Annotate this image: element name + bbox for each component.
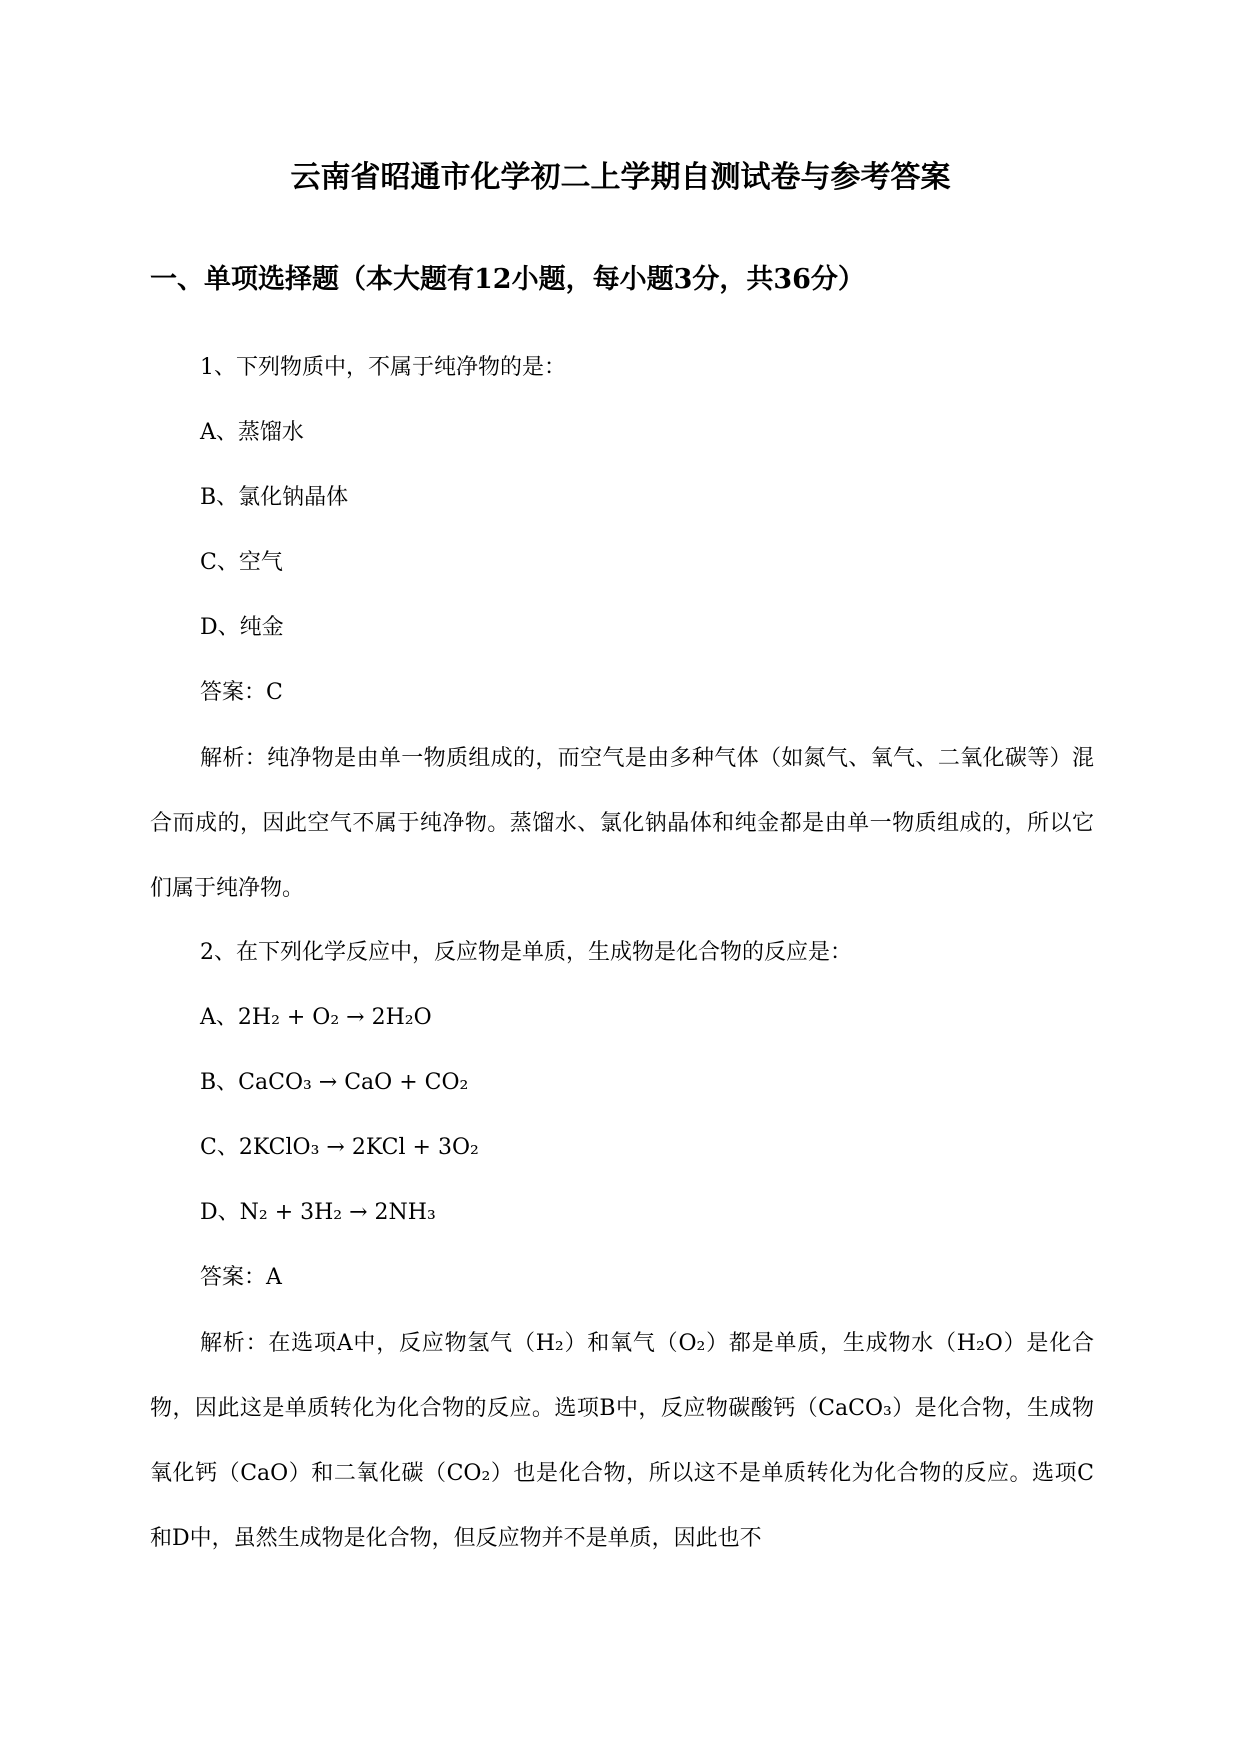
question-1-analysis: 解析：纯净物是由单一物质组成的，而空气是由多种气体（如氮气、氧气、二氧化碳等）混合而成的，因此空气不属于纯净物。蒸馏水、氯化钠晶体和纯金都是由单一物质组成的，所以它们属于纯净物。 — [150, 746, 1094, 901]
section-heading: 一、单项选择题（本大题有12小题，每小题3分，共36分） — [150, 264, 865, 295]
question-2-option-b: B、CaCO₃ → CaO + CO₂ — [200, 1070, 469, 1095]
question-1-stem: 1、下列物质中，不属于纯净物的是： — [200, 355, 566, 380]
document-title: 云南省昭通市化学初二上学期自测试卷与参考答案 — [290, 160, 951, 195]
question-1-option-d: D、纯金 — [200, 615, 284, 640]
question-1-answer: 答案：C — [200, 680, 283, 705]
question-2-option-d: D、N₂ + 3H₂ → 2NH₃ — [200, 1200, 436, 1225]
question-2-option-a: A、2H₂ + O₂ → 2H₂O — [200, 1005, 432, 1030]
question-1-option-b: B、氯化钠晶体 — [200, 485, 349, 510]
question-2-option-c: C、2KClO₃ → 2KCl + 3O₂ — [200, 1135, 479, 1160]
question-2-analysis: 解析：在选项A中，反应物氢气（H₂）和氧气（O₂）都是单质，生成物水（H₂O）是化合物，因此这是单质转化为化合物的反应。选项B中，反应物碳酸钙（CaCO₃）是化合物，生成物氧化钙（CaO）和二氧化碳（CO₂）也是化合物，所以这不是单质转化为化合物的反应。选项C和D中，虽然生成物是化合物，但反应物并不是单质，因此也不 — [150, 1331, 1094, 1551]
question-2-answer: 答案：A — [200, 1265, 282, 1290]
question-1-option-a: A、蒸馏水 — [200, 420, 304, 445]
question-1-option-c: C、空气 — [200, 550, 283, 575]
question-2-stem: 2、在下列化学反应中，反应物是单质，生成物是化合物的反应是： — [200, 940, 852, 965]
